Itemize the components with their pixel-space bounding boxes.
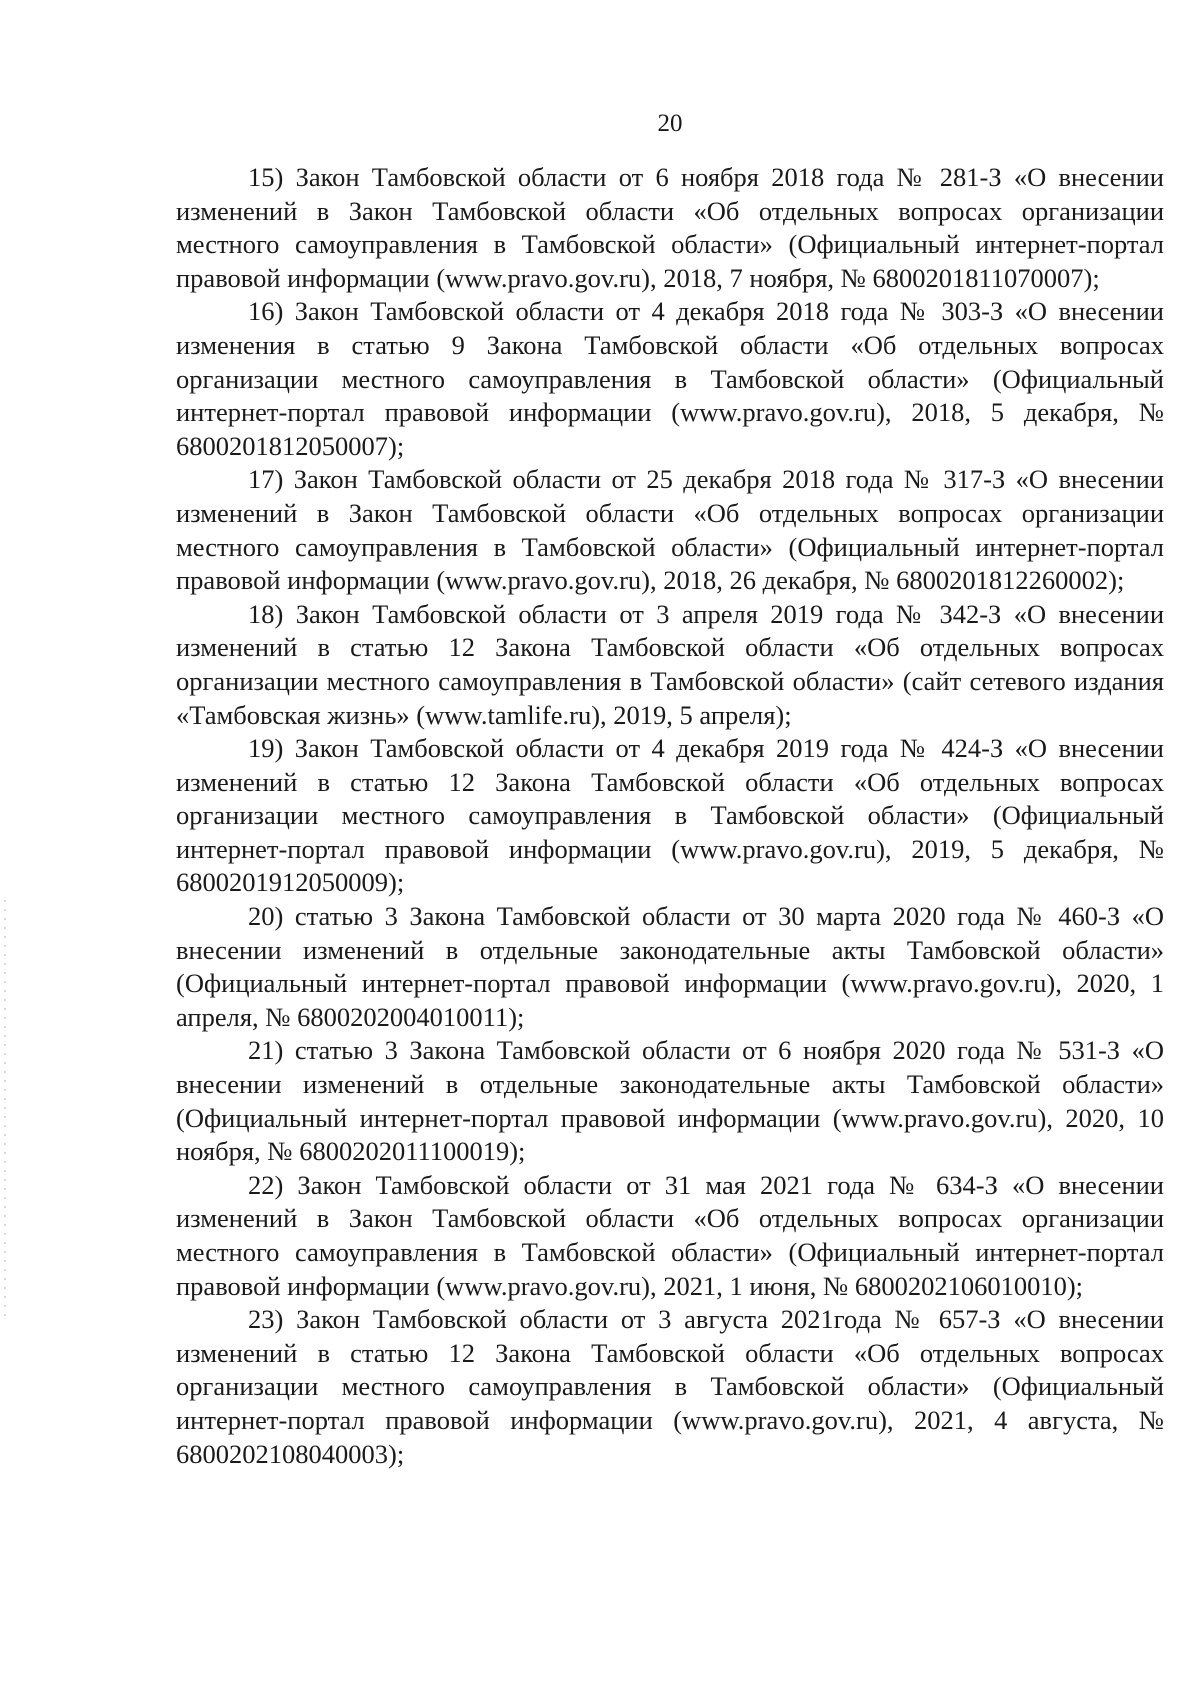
law-list-item-18: 18) Закон Тамбовской области от 3 апреля 2019 года № 342-З «О внесении изменений в статью 12 Закона Тамбовской области «Об отдельных вопросах организации местного самоуправления в Тамбовской области» (сайт сетевого издания «Тамбовская жизнь» (www.tamlife.ru), 2019, 5 апреля); [176,598,1164,730]
law-list-item-21: 21) статью 3 Закона Тамбовской области от 6 ноября 2020 года № 531-З «О внесении изменений в отдельные законодательные акты Тамбовской области» (Официальный интернет-портал правовой информации (www.pravo.gov.ru), 2020, 10 ноября, № 6800202011100019); [176,1035,1164,1167]
law-list-item-16: 16) Закон Тамбовской области от 4 декабря 2018 года № 303-З «О внесении изменения в статью 9 Закона Тамбовской области «Об отдельных вопросах организации местного самоуправления в Тамбовской области» (Официальный интернет-портал правовой информации (www.pravo.gov.ru), 2018, 5 декабря, № 6800201812050007); [176,296,1164,461]
law-list-item-17: 17) Закон Тамбовской области от 25 декабря 2018 года № 317-З «О внесении изменений в Закон Тамбовской области «Об отдельных вопросах организации местного самоуправления в Тамбовской области» (Официальный интернет-портал правовой информации (www.pravo.gov.ru), 2018, 26 декабря, № 6800201812260002); [176,464,1164,596]
scan-edge-artifact [4,900,6,1320]
page-number: 20 [657,110,683,137]
law-list-item-23: 23) Закон Тамбовской области от 3 августа 2021года № 657-З «О внесении изменений в статью 12 Закона Тамбовской области «Об отдельных вопросах организации местного самоуправления в Тамбовской области» (Официальный интернет-портал правовой информации (www.pravo.gov.ru), 2021, 4 августа, № 6800202108040003); [176,1304,1164,1469]
law-list-item-15: 15) Закон Тамбовской области от 6 ноября 2018 года № 281-З «О внесении изменений в Закон Тамбовской области «Об отдельных вопросах организации местного самоуправления в Тамбовской области» (Официальный интернет-портал правовой информации (www.pravo.gov.ru), 2018, 7 ноября, № 6800201811070007); [176,162,1164,293]
law-list-item-20: 20) статью 3 Закона Тамбовской области от 30 марта 2020 года № 460-З «О внесении изменений в отдельные законодательные акты Тамбовской области» (Официальный интернет-портал правовой информации (www.pravo.gov.ru), 2020, 1 апреля, № 6800202004010011); [176,901,1164,1032]
law-list [176,161,1164,1471]
law-list-item-22: 22) Закон Тамбовской области от 31 мая 2021 года № 634-З «О внесении изменений в Закон Тамбовской области «Об отдельных вопросах организации местного самоуправления в Тамбовской области» (Официальный интернет-портал правовой информации (www.pravo.gov.ru), 2021, 1 июня, № 6800202106010010); [176,1169,1164,1301]
law-list-item-19: 19) Закон Тамбовской области от 4 декабря 2019 года № 424-З «О внесении изменений в статью 12 Закона Тамбовской области «Об отдельных вопросах организации местного самоуправления в Тамбовской области» (Официальный интернет-портал правовой информации (www.pravo.gov.ru), 2019, 5 декабря, № 6800201912050009); [176,733,1164,898]
